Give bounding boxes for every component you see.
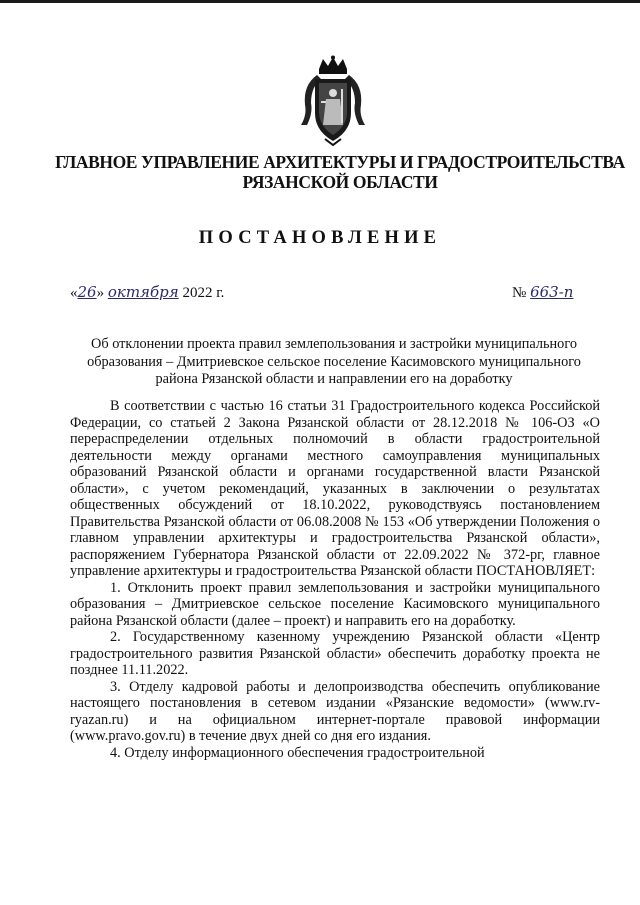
preamble-paragraph: В соответствии с частью 16 статьи 31 Градостроительного кодекса Российской Федерации, со статьей 2 Закона Рязанской области от 28.12.2018 № 106-ОЗ «О перераспределении отдельных полномочий в области градостроительной деятельности между органами местного самоуправления муниципальных образований Рязанской области и органами государственной власти Рязанской области», с учетом рекомендаций, указанных в заключении о результатах общественных обсуждений от 18.10.2022, руководствуясь постановлением Правительства Рязанской области от 06.08.2008 № 153 «Об утверждении Положения о главном управлении архитектуры и градостроительства Рязанской области», распоряжением Губернатора Рязанской области от 22.09.2022 № 372-рг, главное управление архитектуры и градостроительства Рязанской области ПОСТАНОВЛЯЕТ: <box>70 398 600 579</box>
document-number <box>512 283 573 302</box>
clause-2: 2. Государственному казенному учреждению Рязанской области «Центр градостроительного развития Рязанской области» обеспечить доработку проекта не позднее 11.11.2022. <box>70 629 600 678</box>
document-date <box>70 283 224 302</box>
date-month: октября <box>107 283 179 301</box>
number-label: № <box>512 285 527 301</box>
date-open-quote: « <box>70 285 78 301</box>
document-body <box>70 398 600 761</box>
number-value: 663-п <box>530 283 574 301</box>
date-close-quote: » <box>96 285 105 301</box>
page-top-border <box>0 0 640 3</box>
date-day: 26 <box>77 283 97 301</box>
clause-1: 1. Отклонить проект правил землепользования и застройки муниципального образования – Дмитриевское сельское поселение Касимовского муниципального района Рязанской области (далее – проект) и направить его на доработку. <box>70 579 600 629</box>
document-title: ПОСТАНОВЛЕНИЕ <box>198 228 442 248</box>
organization-name: ГЛАВНОЕ УПРАВЛЕНИЕ АРХИТЕКТУРЫ И ГРАДОСТРОИТЕЛЬСТВА <box>55 152 625 172</box>
organization-region: РЯЗАНСКОЙ ОБЛАСТИ <box>242 172 438 192</box>
clause-4: 4. Отделу информационного обеспечения градостроительной <box>110 744 485 761</box>
coat-of-arms-icon <box>297 55 369 147</box>
document-subject: Об отклонении проекта правил землепользования и застройки муниципального образования – Дмитриевское сельское поселение Касимовского муниципального района Рязанской области и направлении его на доработку <box>87 336 581 387</box>
clause-3: 3. Отделу кадровой работы и делопроизводства обеспечить опубликование настоящего постановления в сетевом издании «Рязанские ведомости» (www.rv-ryazan.ru) и на официальном интернет-портале правовой информации (www.pravo.gov.ru) в течение двух дней со дня его издания. <box>70 678 600 744</box>
date-year: 2022 г. <box>182 285 225 301</box>
